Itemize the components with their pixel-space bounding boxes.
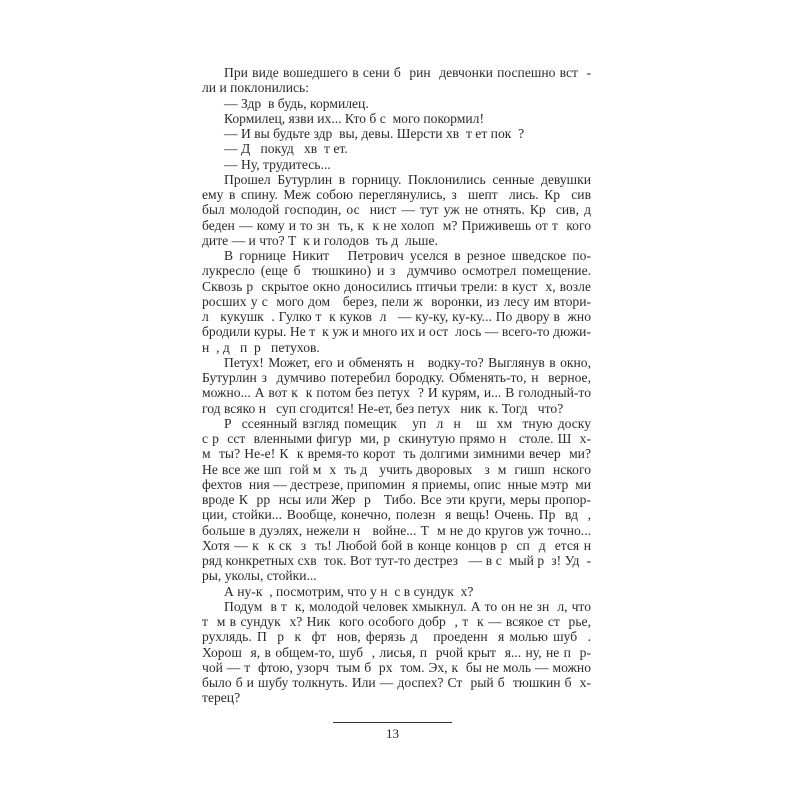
text-line: В горнице Никит Петрович уселся в резное шведское по- <box>224 248 591 263</box>
text-line: можно... А вот к к потом без петух ? И курям, и... В голодный-то <box>202 385 591 401</box>
text-line: с р сст вленными фигур ми, р скинутую прямо н столе. Ш х- <box>202 431 591 446</box>
text-line: Не все же шп гой м х ть д учить дворовых з м гишп нского <box>202 461 591 477</box>
page-body-text <box>202 65 591 706</box>
paragraph <box>202 248 591 355</box>
text-line: больше в дуэлях, нежели н войне... Т м не до кругов уж точно... <box>202 522 591 538</box>
text-line: было б и шубу толкнуть. Или — доспех? Ст рый б тюшкин б х- <box>202 675 591 690</box>
text-line: — Д покуд хв т ет. <box>224 141 348 157</box>
text-line: ему в спину. Меж собою переглянулись, з шепт лись. Кр сив <box>202 187 591 202</box>
text-line: — И вы будьте здр вы, девы. Шерсти хв т ет пок ? <box>224 126 525 141</box>
text-line: ры, уколы, стойки... <box>202 568 317 584</box>
paragraph <box>202 96 591 111</box>
text-line: чой — т фтою, узорч тым б рх том. Эх, к бы не моль — можно <box>202 659 591 675</box>
paragraph <box>202 111 591 126</box>
paragraph <box>202 141 591 156</box>
text-line: т м в сундук х? Ник кого особого добр , т к — всякое ст рье, <box>202 614 591 629</box>
text-line: лукресло (еще б тюшкино) и з думчиво осмотрел помещение. <box>202 263 591 279</box>
paragraph <box>202 355 591 416</box>
text-line: м ты? Не-е! К к время-то корот ть долгими зимними вечер ми? <box>202 446 591 462</box>
text-line: Кормилец, язви их... Кто б с мого покормил! <box>224 110 484 126</box>
text-line: Хотя — к к ск з ть! Любой бой в конце концов р сп д ется н <box>202 537 591 553</box>
text-line: — Здр в будь, кормилец. <box>224 95 369 111</box>
text-line: бродили куры. Не т к уж и много их и ост лось — всего-то дюжи- <box>202 324 591 340</box>
paragraph <box>202 126 591 141</box>
footer-rule <box>333 722 452 723</box>
text-line: Р ссеянный взгляд помещик уп л н ш хм тную доску <box>224 415 591 431</box>
paragraph <box>202 584 591 599</box>
paragraph <box>202 65 591 96</box>
text-line: При виде вошедшего в сени б рин девчонки поспешно вст - <box>224 65 591 80</box>
text-line: л кукушк . Гулко т к куков л — ку-ку, ку-ку... По двору в жно <box>202 309 591 324</box>
text-line: был молодой господин, ос нист — тут уж не отнять. Кр сив, д <box>202 202 591 218</box>
page-number: 13 <box>386 726 399 741</box>
text-line: рухлядь. П р к фт нов, ферязь д проеденн я молью шуб . <box>202 629 591 645</box>
text-line: Прошел Бутурлин в горницу. Поклонились сенные девушки <box>224 171 591 187</box>
text-line: фехтов ния — дестрезе, припомин я приемы, опис нные мэтр ми <box>202 476 591 492</box>
text-line: Хорош я, в общем-то, шуб , лисья, п рчой крыт я... ну, не п р- <box>202 644 591 660</box>
text-line: дите — и что? Т к и голодов ть д льше. <box>202 232 438 248</box>
text-line: ли и поклонились: <box>202 80 310 96</box>
paragraph <box>202 416 591 584</box>
text-line: терец? <box>202 690 241 706</box>
paragraph <box>202 172 591 248</box>
text-line: Сквозь р скрытое окно доносились птичьи трели: в куст х, возле <box>202 278 591 294</box>
paragraph <box>202 599 591 706</box>
text-line: н , д п р петухов. <box>202 339 320 355</box>
text-line: — Ну, трудитесь... <box>224 156 331 172</box>
text-line: А ну-к , посмотрим, что у н с в сундук х? <box>224 583 474 599</box>
text-line: вроде К рр нсы или Жер р Тибо. Все эти круги, меры пропор- <box>202 492 591 507</box>
text-line: Петух! Может, его и обменять н водку-то? Выглянув в окно, <box>224 354 591 370</box>
text-line: беден — кому и то зн ть, к к не холоп м? Приживешь от т кого <box>202 217 591 233</box>
paragraph <box>202 157 591 172</box>
text-line: ряд конкретных схв ток. Вот тут-то дестрез — в с мый р з! Уд - <box>202 553 591 568</box>
text-line: Подум в т к, молодой человек хмыкнул. А то он не зн л, что <box>224 598 591 614</box>
text-line: росших у с мого дом берез, пели ж воронки, из лесу им втори- <box>202 293 591 309</box>
text-line: год всяко н суп сгодится! Не-ет, без петух ник к. Тогд что? <box>202 400 564 416</box>
text-line: Бутурлин з думчиво потеребил бородку. Обменять-то, н верное, <box>202 370 591 385</box>
text-line: ции, стойки... Вообще, конечно, полезн я вещь! Очень. Пр вд , <box>202 507 591 523</box>
